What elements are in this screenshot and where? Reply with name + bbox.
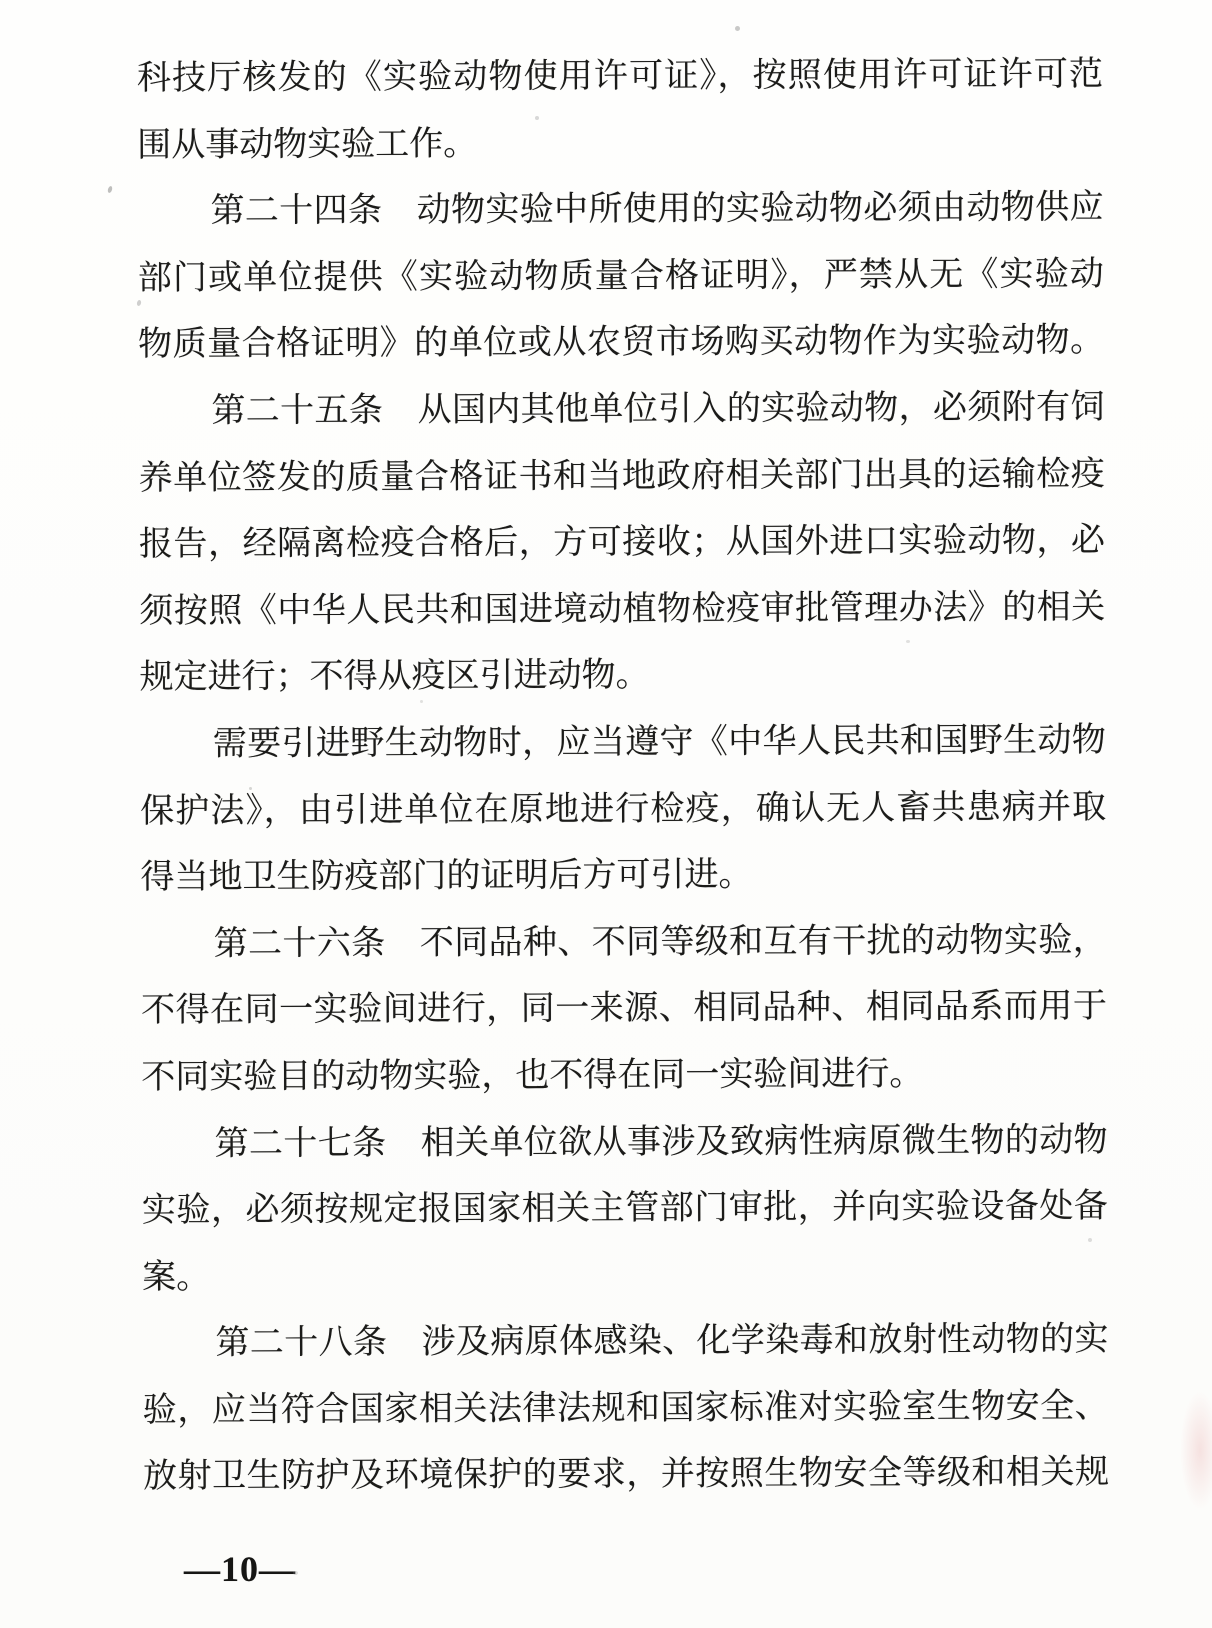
text-line: 验，应当符合国家相关法律法规和国家标准对实验室生物安全、 (142, 1387, 1109, 1429)
text-line: 得当地卫生防疫部门的证明后方可引进。 (140, 856, 753, 897)
scan-smudge (1180, 1390, 1212, 1510)
scan-speck (535, 116, 539, 120)
scan-speck (735, 26, 740, 31)
text-line: 须按照《中华人民共和国进境动植物检疫审批管理办法》的相关 (139, 588, 1106, 630)
text-line: 需要引进野生动物时，应当遵守《中华人民共和国野生动物 (212, 721, 1106, 763)
text-line: 不得在同一实验间进行，同一来源、相同品种、相同品系而用于 (140, 988, 1108, 1030)
text-line: 围从事动物实验工作。 (137, 125, 478, 164)
document-body (137, 42, 1109, 1511)
text-line-article-28: 第二十八条 涉及病原体感染、化学染毒和放射性动物的实 (215, 1321, 1109, 1363)
scan-speck (1088, 1238, 1092, 1242)
text-line: 物质量合格证明》的单位或从农贸市场购买动物作为实验动物。 (138, 322, 1105, 364)
text-line-article-25: 第二十五条 从国内其他单位引入的实验动物，必须附有饲 (211, 388, 1105, 430)
text-line: 部门或单位提供《实验动物质量合格证明》，严禁从无《实验动 (137, 255, 1104, 297)
scan-speck (249, 787, 252, 790)
text-line: 不同实验目的动物实验，也不得在同一实验间进行。 (141, 1055, 924, 1097)
scan-speck (293, 1571, 298, 1575)
text-line: 报告，经隔离检疫合格后，方可接收；从国外进口实验动物，必 (138, 522, 1106, 564)
text-line: 保护法》，由引进单位在原地进行检疫，确认无人畜共患病并取 (140, 788, 1107, 830)
scan-speck (906, 640, 910, 643)
scan-speck (107, 186, 113, 194)
text-line: 放射卫生防护及环境保护的要求，并按照生物安全等级和相关规 (142, 1454, 1110, 1496)
text-line: 规定进行；不得从疫区引进动物。 (139, 657, 650, 697)
text-line-article-24: 第二十四条 动物实验中所使用的实验动物必须由动物供应 (210, 189, 1104, 230)
page-number: —10— (184, 1549, 296, 1589)
text-line-article-26: 第二十六条 不同品种、不同等级和互有干扰的动物实验， (213, 921, 1107, 963)
text-line: 养单位签发的质量合格证书和当地政府相关部门出具的运输检疫 (138, 455, 1105, 497)
text-line-article-27: 第二十七条 相关单位欲从事涉及致病性病原微生物的动物 (214, 1121, 1108, 1163)
text-line: 案。 (142, 1258, 211, 1296)
text-line: 科技厅核发的《实验动物使用许可证》，按照使用许可证许可范 (136, 55, 1104, 98)
text-line: 实验，必须按规定报国家相关主管部门审批，并向实验设备处备 (141, 1187, 1108, 1230)
scan-speck (420, 700, 423, 703)
